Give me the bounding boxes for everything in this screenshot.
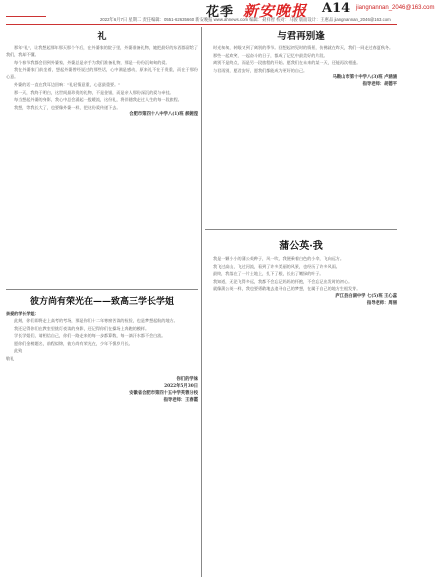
masthead-section: 花季 bbox=[206, 5, 235, 20]
letter-salute: 敬礼 bbox=[6, 355, 15, 361]
paragraph: 外婆的话一直在我耳边回响："礼轻情意重，心意最重要。" bbox=[14, 81, 121, 87]
paragraph: 愿你们金榜题名，前程似锦，彼方尚有荣光在，少年不惧岁月长。 bbox=[14, 340, 133, 346]
section-divider bbox=[6, 289, 198, 290]
article-title-pgyw: 蒲公英·我 bbox=[279, 241, 323, 252]
paragraph: 我知道，无论飞得多远，我都不会忘记妈妈的怀抱，不会忘记出发时的初心。 bbox=[213, 278, 353, 284]
letter-greeting: 亲爱的学长学姐： bbox=[6, 311, 39, 316]
masthead-rule bbox=[6, 24, 397, 25]
paragraph: 我飞过高山，飞过河流，看到了许多美丽的风景，也经历了许多风雨。 bbox=[213, 263, 340, 269]
article-byline: 你们的学妹 bbox=[176, 376, 198, 382]
paragraph: 我在外婆家门前坐着，想起外婆曾经说过的那些话，心中满是感动，原来礼不在于贵重，而在于那份心意。 bbox=[6, 67, 198, 80]
paragraph: 我是一颗小小的蒲公英种子，风一吹，我便乘着白色的小伞，飞向远方。 bbox=[213, 256, 344, 261]
article-school: 安徽省合肥市第四十五中学芙蓉分校 bbox=[129, 390, 198, 396]
paragraph: 那一天，我终于明白，这世间最珍贵的礼物，不是金银，而是亲人那份深沉的爱与牵挂。 bbox=[14, 89, 174, 95]
paragraph: 学长学姐们，请相信自己，你们一路走来的每一步都算数，每一滴汗水都不会白流。 bbox=[14, 333, 166, 339]
article-teacher: 指导老师：王春霞 bbox=[163, 397, 198, 403]
masthead-brand-name: 新安晚报 bbox=[243, 2, 308, 20]
paragraph: 那年"礼"，让我想起那年那天那个午后，在外婆家的院子里，外婆准备礼物，她把最好的东西都留给了我们，我却不懂。 bbox=[6, 45, 198, 58]
article-byline: 庐江县白湖中学 七(5)班 王心蕊 bbox=[335, 293, 397, 299]
paragraph: 就像蒲公英一样，我也要勇敢地去追寻自己的梦想，在属于自己的地方生根发芽。 bbox=[213, 286, 361, 292]
masthead-meta: 2022年6月7日 星期二 责任编辑：0551-62635660 新安晚报 www.ahnews.com 编辑：聂祥智 校对：马骏 版面设计：王惠品 jiangnannan_2046@163.com bbox=[100, 17, 391, 22]
masthead bbox=[0, 0, 435, 30]
paragraph: 最终，我落在了一片土地上，扎下了根，长出了嫩绿的叶子。 bbox=[213, 271, 324, 277]
article-pgyw bbox=[205, 255, 397, 307]
page-number: A14 bbox=[322, 1, 351, 16]
article-byline: 合肥市第四十八中学八(1)班 郝婉滢 bbox=[129, 112, 198, 118]
paragraph: 此刻，你们即将走上高考的考场，那是你们十二年寒窗苦读的检验，也是梦想起航的地方。 bbox=[14, 318, 178, 324]
article-title-bfsyrgz: 彼方尚有荣光在——致高三学长学姐 bbox=[29, 297, 174, 307]
article-byline: 马鞍山市第十中学八(3)班 卢涵涵 bbox=[332, 75, 397, 81]
article-bfsyrgz bbox=[6, 310, 198, 404]
article-yjzbf bbox=[205, 44, 397, 89]
letter-signoff: 此致 bbox=[14, 348, 23, 354]
masthead-left-rule bbox=[6, 3, 46, 17]
section-divider bbox=[205, 229, 397, 230]
article-date: 2022年5月30日 bbox=[164, 383, 198, 389]
article-title-yjzbf: 与君再别逢 bbox=[277, 31, 325, 42]
paragraph: 离别不是终点，而是另一段旅程的开始。愿我们在未来的某一天，还能再次相逢。 bbox=[213, 60, 361, 66]
paragraph: 每个春节我都会回到外婆家，外婆总是亲手为我们准备礼物，那是一份份沉甸甸的爱。 bbox=[14, 59, 170, 65]
paragraph: 时光匆匆，转眼又到了离别的季节。回想起初见时的情景，仿佛就在昨天，我们一同走过春夏秋冬。 bbox=[213, 45, 394, 50]
article-li bbox=[6, 44, 198, 118]
paragraph: 我还记得你们在教室里挑灯夜读的身影，还记得你们在操场上奔跑的模样。 bbox=[14, 325, 150, 331]
article-title-li: 礼 bbox=[97, 32, 107, 42]
article-teacher: 指导老师：胡德平 bbox=[362, 82, 397, 88]
paragraph: 每当想起外婆的身影，我心中总会涌起一股暖流，这份礼，将伴随我走过人生的每一段旅程。 bbox=[14, 97, 182, 103]
article-teacher: 指导老师：周丽 bbox=[366, 301, 397, 307]
column-divider bbox=[201, 27, 202, 577]
paragraph: 那些一起欢笑、一起奋斗的日子，都成了记忆中最美好的片段。 bbox=[213, 52, 328, 58]
paragraph: 我想，等我长大了，也要像外婆一样，把这份爱传递下去。 bbox=[14, 104, 121, 110]
contact-email: jiangnannan_2046@163.com bbox=[356, 5, 435, 11]
paragraph: 与君再别，愿君安好，愿我们都能成为更好的自己。 bbox=[213, 67, 308, 73]
